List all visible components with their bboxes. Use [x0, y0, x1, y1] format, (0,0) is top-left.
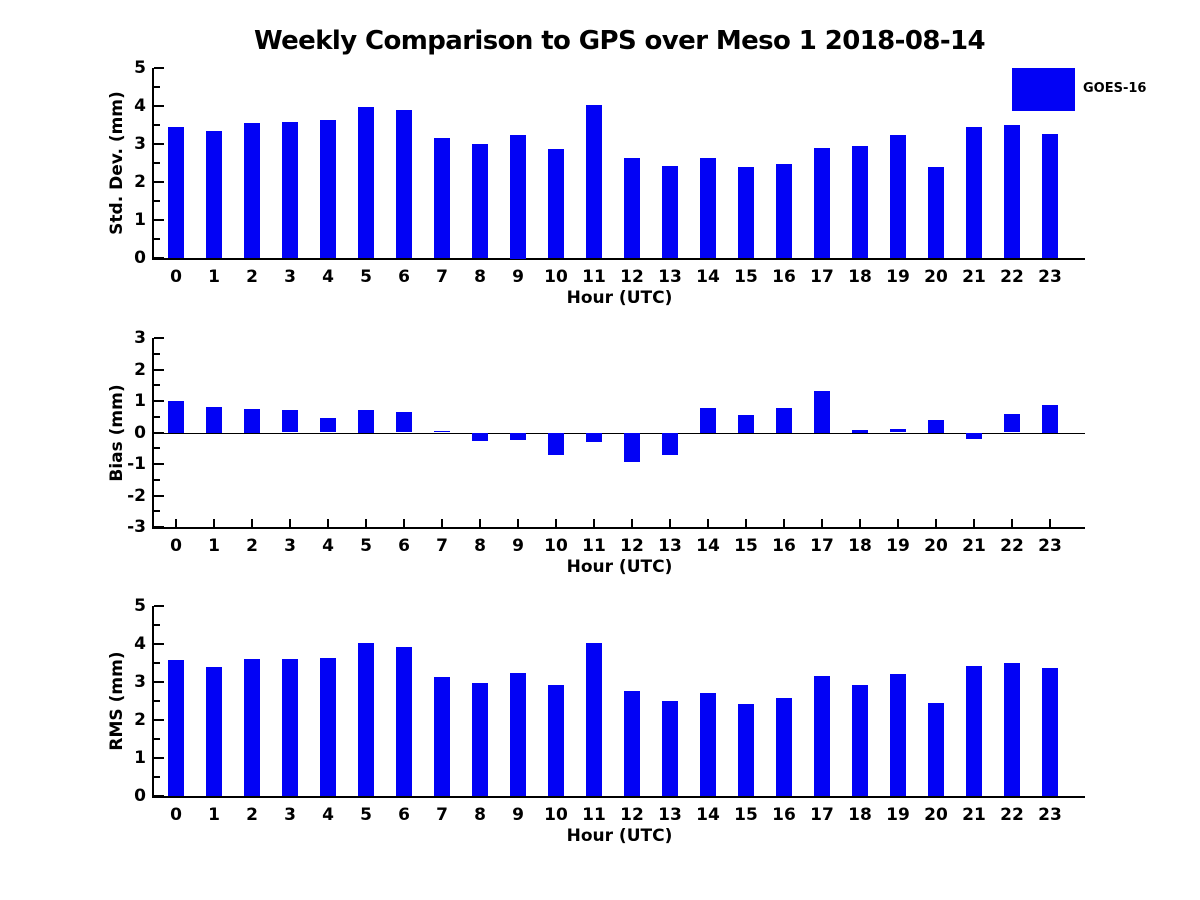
y-minor-tick — [154, 416, 160, 418]
x-tick — [517, 519, 519, 527]
x-tick-label: 23 — [1038, 536, 1062, 556]
x-tick-label: 12 — [620, 536, 644, 556]
x-tick-label: 17 — [810, 805, 834, 825]
y-major-tick — [154, 257, 164, 259]
x-tick-label: 13 — [658, 805, 682, 825]
bar-hour-8 — [472, 144, 488, 258]
x-tick-label: 11 — [582, 267, 606, 287]
x-tick — [441, 519, 443, 527]
y-major-tick — [154, 681, 164, 683]
x-tick-label: 15 — [734, 267, 758, 287]
x-tick-label: 6 — [398, 536, 410, 556]
x-tick — [251, 519, 253, 527]
y-major-tick — [154, 143, 164, 145]
bar-hour-4 — [320, 658, 336, 796]
x-axis-spine — [152, 527, 1085, 529]
x-tick-label: 19 — [886, 536, 910, 556]
bar-hour-8 — [472, 683, 488, 796]
bar-hour-18 — [852, 430, 868, 433]
y-minor-tick — [154, 200, 160, 202]
x-tick-label: 18 — [848, 805, 872, 825]
bar-hour-7 — [434, 138, 450, 258]
y-minor-tick — [154, 353, 160, 355]
x-tick — [1011, 519, 1013, 527]
bar-hour-3 — [282, 410, 298, 432]
y-minor-tick — [154, 510, 160, 512]
x-tick-label: 15 — [734, 536, 758, 556]
x-tick — [213, 519, 215, 527]
y-axis-label-std-dev: Std. Dev. (mm) — [107, 91, 127, 235]
x-tick-label: 9 — [512, 805, 524, 825]
bar-hour-8 — [472, 433, 488, 441]
x-tick-label: 5 — [360, 267, 372, 287]
y-major-tick — [154, 219, 164, 221]
bar-hour-23 — [1042, 668, 1058, 796]
bar-hour-7 — [434, 431, 450, 432]
bar-hour-20 — [928, 167, 944, 258]
bar-hour-15 — [738, 415, 754, 433]
x-tick-label: 3 — [284, 805, 296, 825]
bar-hour-21 — [966, 127, 982, 258]
x-tick-label: 20 — [924, 805, 948, 825]
bar-hour-9 — [510, 433, 526, 440]
y-major-tick — [154, 719, 164, 721]
y-minor-tick — [154, 624, 160, 626]
bar-hour-4 — [320, 418, 336, 432]
bar-hour-12 — [624, 691, 640, 796]
y-tick-label: 0 — [134, 248, 146, 268]
x-tick-label: 11 — [582, 805, 606, 825]
x-tick-label: 4 — [322, 536, 334, 556]
y-minor-tick — [154, 162, 160, 164]
x-tick-label: 17 — [810, 536, 834, 556]
bar-hour-17 — [814, 391, 830, 433]
bar-hour-0 — [168, 660, 184, 796]
y-tick-label: 2 — [134, 172, 146, 192]
x-tick-label: 0 — [170, 805, 182, 825]
bar-hour-16 — [776, 164, 792, 258]
y-tick-label: 5 — [134, 58, 146, 78]
x-tick-label: 16 — [772, 805, 796, 825]
x-tick — [365, 519, 367, 527]
x-tick — [403, 519, 405, 527]
y-major-tick — [154, 105, 164, 107]
y-tick-label: 3 — [134, 328, 146, 348]
y-major-tick — [154, 369, 164, 371]
y-axis-spine — [152, 606, 154, 798]
bar-hour-4 — [320, 120, 336, 258]
bar-hour-22 — [1004, 663, 1020, 796]
x-tick-label: 7 — [436, 805, 448, 825]
x-tick-label: 14 — [696, 536, 720, 556]
x-tick-label: 0 — [170, 267, 182, 287]
bar-hour-2 — [244, 659, 260, 796]
x-tick-label: 10 — [544, 536, 568, 556]
x-tick-label: 14 — [696, 805, 720, 825]
x-tick-label: 4 — [322, 267, 334, 287]
y-minor-tick — [154, 447, 160, 449]
bar-hour-5 — [358, 107, 374, 258]
x-tick-label: 15 — [734, 805, 758, 825]
x-axis-label-bias: Hour (UTC) — [566, 557, 673, 577]
y-tick-label: -2 — [127, 486, 146, 506]
y-major-tick — [154, 757, 164, 759]
x-tick-label: 2 — [246, 536, 258, 556]
x-tick-label: 18 — [848, 267, 872, 287]
x-tick-label: 12 — [620, 267, 644, 287]
x-tick-label: 1 — [208, 805, 220, 825]
bar-hour-1 — [206, 407, 222, 433]
bar-hour-11 — [586, 643, 602, 796]
x-tick-label: 17 — [810, 267, 834, 287]
x-tick-label: 21 — [962, 536, 986, 556]
y-minor-tick — [154, 776, 160, 778]
bar-hour-18 — [852, 685, 868, 796]
bar-hour-13 — [662, 433, 678, 455]
x-tick-label: 8 — [474, 536, 486, 556]
bar-hour-5 — [358, 643, 374, 796]
x-tick-label: 22 — [1000, 536, 1024, 556]
bar-hour-1 — [206, 131, 222, 258]
bar-hour-5 — [358, 410, 374, 433]
x-tick — [973, 519, 975, 527]
x-tick — [821, 519, 823, 527]
bar-hour-6 — [396, 412, 412, 432]
x-tick-label: 8 — [474, 267, 486, 287]
x-tick-label: 6 — [398, 267, 410, 287]
x-tick — [783, 519, 785, 527]
y-tick-label: 5 — [134, 596, 146, 616]
x-tick — [555, 519, 557, 527]
x-tick-label: 10 — [544, 805, 568, 825]
bar-hour-10 — [548, 685, 564, 796]
x-tick — [1049, 519, 1051, 527]
bar-hour-11 — [586, 105, 602, 258]
x-tick — [745, 519, 747, 527]
y-tick-label: 3 — [134, 134, 146, 154]
x-tick-label: 3 — [284, 267, 296, 287]
x-axis-label-rms: Hour (UTC) — [566, 826, 673, 846]
bar-hour-16 — [776, 698, 792, 796]
bar-hour-0 — [168, 127, 184, 258]
y-axis-label-rms: RMS (mm) — [107, 651, 127, 751]
y-major-tick — [154, 463, 164, 465]
bar-hour-10 — [548, 149, 564, 258]
y-major-tick — [154, 795, 164, 797]
y-tick-label: -3 — [127, 517, 146, 537]
y-minor-tick — [154, 86, 160, 88]
y-major-tick — [154, 526, 164, 528]
y-major-tick — [154, 181, 164, 183]
y-minor-tick — [154, 700, 160, 702]
x-tick-label: 22 — [1000, 267, 1024, 287]
y-tick-label: 4 — [134, 96, 146, 116]
x-tick-label: 16 — [772, 536, 796, 556]
x-tick — [897, 519, 899, 527]
y-major-tick — [154, 67, 164, 69]
x-axis-spine — [152, 258, 1085, 260]
y-major-tick — [154, 643, 164, 645]
x-tick-label: 19 — [886, 805, 910, 825]
bar-hour-9 — [510, 673, 526, 796]
x-tick-label: 5 — [360, 536, 372, 556]
x-tick-label: 11 — [582, 536, 606, 556]
y-tick-label: 4 — [134, 634, 146, 654]
y-major-tick — [154, 495, 164, 497]
bar-hour-22 — [1004, 414, 1020, 432]
bar-hour-12 — [624, 433, 640, 462]
bar-hour-19 — [890, 135, 906, 258]
y-minor-tick — [154, 662, 160, 664]
x-tick — [327, 519, 329, 527]
y-tick-label: 0 — [134, 423, 146, 443]
x-tick-label: 6 — [398, 805, 410, 825]
y-minor-tick — [154, 738, 160, 740]
bar-hour-15 — [738, 167, 754, 258]
bar-hour-6 — [396, 110, 412, 258]
y-major-tick — [154, 337, 164, 339]
bar-hour-2 — [244, 123, 260, 258]
x-tick-label: 13 — [658, 267, 682, 287]
x-tick-label: 20 — [924, 536, 948, 556]
x-tick-label: 23 — [1038, 267, 1062, 287]
x-tick — [175, 519, 177, 527]
legend-swatch-goes16 — [1012, 68, 1075, 111]
x-tick — [935, 519, 937, 527]
x-tick-label: 10 — [544, 267, 568, 287]
x-tick — [631, 519, 633, 527]
x-axis-spine — [152, 796, 1085, 798]
bar-hour-17 — [814, 148, 830, 258]
y-axis-label-bias: Bias (mm) — [107, 384, 127, 482]
x-tick-label: 13 — [658, 536, 682, 556]
bar-hour-22 — [1004, 125, 1020, 258]
x-tick-label: 14 — [696, 267, 720, 287]
x-tick-label: 23 — [1038, 805, 1062, 825]
y-axis-spine — [152, 68, 154, 260]
x-tick-label: 21 — [962, 267, 986, 287]
y-tick-label: 2 — [134, 710, 146, 730]
y-minor-tick — [154, 479, 160, 481]
y-minor-tick — [154, 124, 160, 126]
bar-hour-23 — [1042, 405, 1058, 433]
y-major-tick — [154, 400, 164, 402]
bar-hour-9 — [510, 135, 526, 259]
bar-hour-1 — [206, 667, 222, 796]
x-tick-label: 7 — [436, 267, 448, 287]
bar-hour-19 — [890, 429, 906, 432]
x-tick-label: 16 — [772, 267, 796, 287]
bar-hour-3 — [282, 122, 298, 258]
x-tick — [859, 519, 861, 527]
x-tick — [289, 519, 291, 527]
x-tick-label: 2 — [246, 805, 258, 825]
x-tick-label: 4 — [322, 805, 334, 825]
chart-title: Weekly Comparison to GPS over Meso 1 2018-08-14 — [253, 26, 986, 56]
x-axis-label-std-dev: Hour (UTC) — [566, 288, 673, 308]
zero-line — [154, 433, 1085, 434]
bar-hour-11 — [586, 433, 602, 442]
x-tick-label: 0 — [170, 536, 182, 556]
bar-hour-15 — [738, 704, 754, 796]
bar-hour-16 — [776, 408, 792, 433]
y-tick-label: 0 — [134, 786, 146, 806]
bar-hour-17 — [814, 676, 830, 796]
bar-hour-21 — [966, 433, 982, 439]
x-tick-label: 19 — [886, 267, 910, 287]
y-tick-label: 1 — [134, 210, 146, 230]
x-tick-label: 3 — [284, 536, 296, 556]
bar-hour-21 — [966, 666, 982, 796]
x-tick — [593, 519, 595, 527]
bar-hour-14 — [700, 693, 716, 796]
y-minor-tick — [154, 384, 160, 386]
bar-hour-13 — [662, 166, 678, 258]
bar-hour-10 — [548, 433, 564, 455]
x-tick-label: 9 — [512, 536, 524, 556]
bar-hour-12 — [624, 158, 640, 258]
y-major-tick — [154, 432, 164, 434]
bar-hour-13 — [662, 701, 678, 796]
y-minor-tick — [154, 238, 160, 240]
y-tick-label: 2 — [134, 360, 146, 380]
bar-hour-0 — [168, 401, 184, 433]
y-tick-label: 1 — [134, 748, 146, 768]
x-tick-label: 5 — [360, 805, 372, 825]
x-tick-label: 9 — [512, 267, 524, 287]
y-tick-label: 3 — [134, 672, 146, 692]
x-tick-label: 18 — [848, 536, 872, 556]
x-tick — [669, 519, 671, 527]
x-tick-label: 1 — [208, 267, 220, 287]
x-tick — [479, 519, 481, 527]
y-major-tick — [154, 605, 164, 607]
x-tick-label: 1 — [208, 536, 220, 556]
bar-hour-6 — [396, 647, 412, 796]
bar-hour-14 — [700, 408, 716, 433]
bar-hour-14 — [700, 158, 716, 258]
bar-hour-20 — [928, 420, 944, 433]
x-tick-label: 2 — [246, 267, 258, 287]
x-tick-label: 8 — [474, 805, 486, 825]
bar-hour-19 — [890, 674, 906, 796]
bar-hour-18 — [852, 146, 868, 258]
x-tick-label: 7 — [436, 536, 448, 556]
bar-hour-2 — [244, 409, 260, 433]
x-tick-label: 20 — [924, 267, 948, 287]
bar-hour-20 — [928, 703, 944, 796]
x-tick-label: 12 — [620, 805, 644, 825]
x-tick — [707, 519, 709, 527]
bar-hour-23 — [1042, 134, 1058, 258]
x-tick-label: 22 — [1000, 805, 1024, 825]
bar-hour-3 — [282, 659, 298, 796]
y-tick-label: 1 — [134, 391, 146, 411]
bar-hour-7 — [434, 677, 450, 796]
y-tick-label: -1 — [127, 454, 146, 474]
x-tick-label: 21 — [962, 805, 986, 825]
legend-label: GOES-16 — [1083, 81, 1147, 96]
